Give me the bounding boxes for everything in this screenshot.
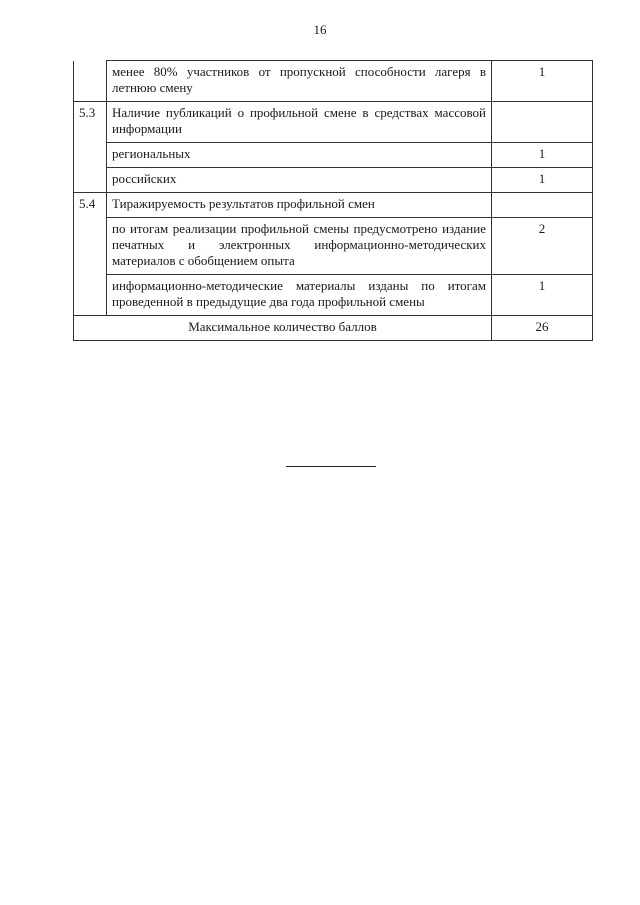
row-number (74, 143, 107, 168)
row-score (492, 193, 593, 218)
end-divider (286, 466, 376, 467)
row-number: 5.3 (74, 102, 107, 143)
table-row (74, 275, 593, 316)
row-description: Наличие публикаций о профильной смене в средствах массовой информации (107, 102, 492, 143)
row-number (74, 218, 107, 275)
page-number: 16 (313, 22, 327, 37)
row-score: 1 (492, 143, 593, 168)
row-number (74, 61, 107, 102)
row-number: 5.4 (74, 193, 107, 218)
row-score: 2 (492, 218, 593, 275)
row-description: Тиражируемость результатов профильной смен (107, 193, 492, 218)
row-description: менее 80% участников от пропускной способности лагеря в летнюю смену (107, 61, 492, 102)
row-score: 1 (492, 275, 593, 316)
table-row (74, 218, 593, 275)
total-score: 26 (492, 316, 593, 341)
row-score: 1 (492, 61, 593, 102)
total-label: Максимальное количество баллов (74, 316, 492, 341)
total-row (74, 316, 593, 341)
table-row (74, 193, 593, 218)
table-row (74, 143, 593, 168)
row-description: информационно-методические материалы изданы по итогам проведенной в предыдущие два года профильной смены (107, 275, 492, 316)
row-score: 1 (492, 168, 593, 193)
table-row (74, 102, 593, 143)
table-row (74, 168, 593, 193)
row-description: региональных (107, 143, 492, 168)
row-number (74, 168, 107, 193)
table-row (74, 61, 593, 102)
row-description: российских (107, 168, 492, 193)
row-score (492, 102, 593, 143)
row-description: по итогам реализации профильной смены предусмотрено издание печатных и электронных информационно-методических материалов с обобщением опыта (107, 218, 492, 275)
criteria-table (73, 60, 593, 341)
row-number (74, 275, 107, 316)
